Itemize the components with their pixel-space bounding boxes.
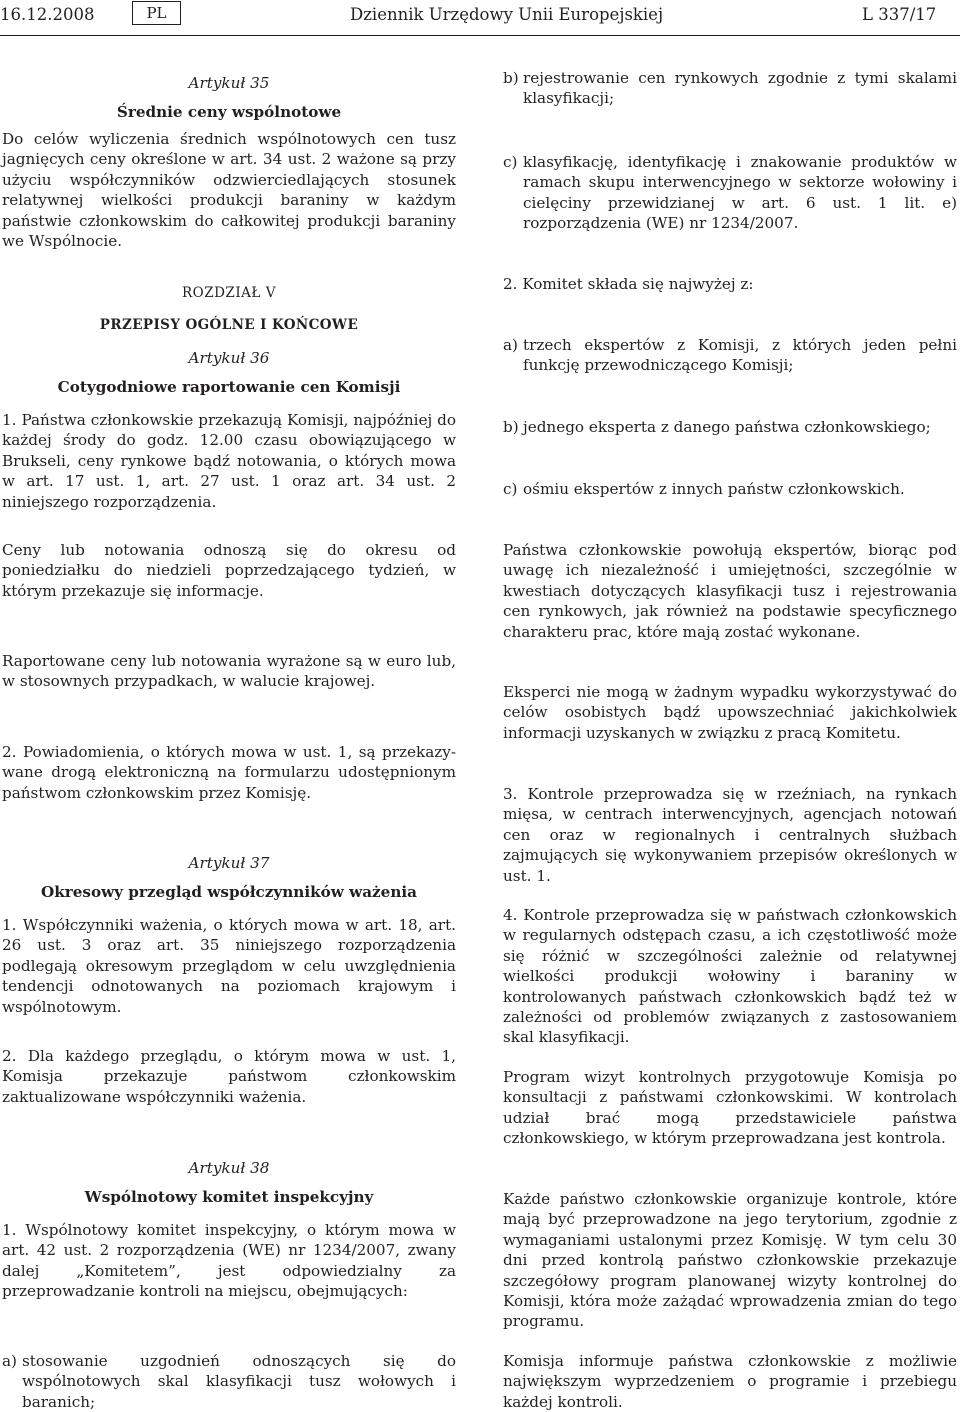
article-36-paragraph-4: 2. Powiadomienia, o których mowa w ust. 1, są przekazywane drogą elektroniczną na formularzu udostępnionym państwom członkowskim przez Komisję. [2, 743, 456, 802]
list-item-2c [503, 479, 957, 499]
list-item-text: stosowanie uzgodnień odnoszących się do wspólnotowych skal klasyfikacji tusz wołowych i baranich; [22, 1352, 456, 1411]
paragraph-program: Program wizyt kontrolnych przygotowuje Komisja po konsultacji z państwami członkowskimi. W kontrolach udział brać mogą przedstawiciele państwa członkowskiego, w którym przeprowadzana jest kontrola. [503, 1068, 957, 1148]
list-item-text: jednego eksperta z danego państwa członkowskiego; [523, 418, 931, 436]
list-item-text: rejestrowanie cen rynkowych zgodnie z tymi skalami klasyfikacji; [523, 69, 957, 108]
chapter-number: ROZDZIAŁ V [182, 285, 276, 301]
article-36-paragraph-2: Ceny lub notowania odnoszą się do okresu od poniedziałku do niedzieli poprzedzającego tydzień, w którym przekazuje się informacje. [2, 541, 456, 600]
article-37-paragraph-2: 2. Dla każdego przeglądu, o którym mowa w ust. 1, Komisja przekazuje państwom członkowskim zaktualizowane współczynniki ważenia. [2, 1047, 456, 1106]
list-item-label: c) [503, 153, 518, 171]
article-37-title: Okresowy przegląd współczynników ważenia [41, 883, 417, 901]
list-item-text: ośmiu ekspertów z innych państw członkowskich. [523, 480, 905, 498]
paragraph-2-intro: 2. Komitet składa się najwyżej z: [503, 275, 754, 293]
list-item-2b [503, 417, 957, 437]
paragraph-commission-informs: Komisja informuje państwa członkowskie z możliwie największym wyprzedzeniem o programie i przebiegu każdej kontroli. [503, 1352, 957, 1411]
paragraph-each-state: Każde państwo członkowskie organizuje kontrole, które mają być przeprowadzone na jego terytorium, zgodnie z wymaganiami ustalonymi przez Komisję. W tym celu 30 dni przed kontrolą państwo członkowskie przekazuje szczegółowy program planowanej wizyty kontrolnej do Komisji, która może zażądać wprowadzenia zmian do tego programu. [503, 1190, 957, 1331]
article-38-paragraph-1: 1. Wspólnotowy komitet inspekcyjny, o którym mowa w art. 42 ust. 2 rozporządzenia (WE) nr 1234/2007, zwany dalej „Komitetem”, jest odpowiedzialny za przeprowadzanie kontroli na miejscu, obejmujących: [2, 1221, 456, 1301]
list-item-2a [503, 335, 957, 376]
paragraph-experts: Państwa członkowskie powołują ekspertów, biorąc pod uwagę ich niezależność i umiejętności, szczególnie w kwestiach dotyczących klasyfikacji tusz i rejestrowania cen rynkowych, jak również na podstawie specyficznego charakteru prac, które mają zostać wykonane. [503, 541, 957, 641]
page-number: L 337/17 [862, 5, 937, 24]
article-36-paragraph-3: Raportowane ceny lub notowania wyrażone są w euro lub, w stosownych przypadkach, w walucie krajowej. [2, 652, 456, 691]
list-item-a [2, 1351, 456, 1412]
article-35-title: Średnie ceny wspólnotowe [116, 103, 342, 121]
list-item-label: a) [2, 1352, 17, 1370]
list-item-label: b) [503, 69, 519, 87]
publication-date: 16.12.2008 [0, 5, 95, 24]
article-35-number: Artykuł 35 [188, 74, 270, 92]
list-item-label: b) [503, 418, 519, 436]
list-item-c [503, 152, 957, 234]
paragraph-confidentiality: Eksperci nie mogą w żadnym wypadku wykorzystywać do celów osobistych bądź upowszechniać jakichkolwiek informacji uzyskanych w związku z pracą Komitetu. [503, 683, 957, 742]
list-item-label: c) [503, 480, 518, 498]
paragraph-4: 4. Kontrole przeprowadza się w państwach członkowskich w regularnych odstępach czasu, a ich częstotliwość może się różnić w szczególności zależnie od relatywnej wielkości produkcji wołowiny i baraniny w kontrolowanych państwach członkowskich bądź też w zależności od problemów związanych z zastosowaniem skal klasyfikacji. [503, 906, 957, 1047]
list-item-text: klasyfikację, identyfikację i znakowanie produktów w ramach skupu interwencyjnego w sektorze wołowiny i cielęciny przewidzianej w art. 6 ust. 1 lit. e) rozporządzenia (WE) nr 1234/2007. [523, 153, 957, 233]
article-36-title: Cotygodniowe raportowanie cen Komisji [57, 378, 401, 396]
page-header [0, 0, 960, 36]
list-item-text: trzech ekspertów z Komisji, z których jeden pełni funkcję przewodniczącego Komisji; [523, 336, 957, 375]
article-36-paragraph-1: 1. Państwa członkowskie przekazują Komisji, najpóźniej do każdej środy do godz. 12.00 czasu obowiązującego w Brukseli, ceny rynkowe bądź notowania, o których mowa w art. 17 ust. 1, art. 27 ust. 1 oraz art. 34 ust. 2 niniejszego rozporządzenia. [2, 411, 456, 511]
paragraph-3: 3. Kontrole przeprowadza się w rzeźniach, na rynkach mięsa, w centrach interwencyjnych, agencjach notowań cen oraz w regionalnych i centralnych służbach zajmujących się wykonywaniem przepisów określonych w ust. 1. [503, 785, 957, 885]
journal-title: Dziennik Urzędowy Unii Europejskiej [350, 5, 664, 24]
article-37-number: Artykuł 37 [188, 854, 270, 872]
article-35-paragraph: Do celów wyliczenia średnich wspólnotowych cen tusz jagnięcych ceny określone w art. 34 ust. 2 ważone są przy użyciu współczynników odzwierciedlających stosunek relatywnej wielkości produkcji baraniny w każdym państwie członkowskim do całkowitej produkcji baraniny we Wspólnocie. [2, 130, 456, 251]
list-item-label: a) [503, 336, 518, 354]
article-37-paragraph-1: 1. Współczynniki ważenia, o których mowa w art. 18, art. 26 ust. 3 oraz art. 35 niniejszego rozporządzenia podlegają okresowym przeglądom w celu uwzględnienia tendencji odnotowanych na poziomach krajowym i wspólnotowym. [2, 916, 456, 1016]
chapter-title: PRZEPISY OGÓLNE I KOŃCOWE [99, 317, 359, 333]
list-item-b [503, 68, 957, 109]
article-38-title: Wspólnotowy komitet inspekcyjny [84, 1188, 374, 1206]
article-36-number: Artykuł 36 [188, 349, 270, 367]
article-38-number: Artykuł 38 [188, 1159, 270, 1177]
language-badge: PL [132, 1, 181, 25]
